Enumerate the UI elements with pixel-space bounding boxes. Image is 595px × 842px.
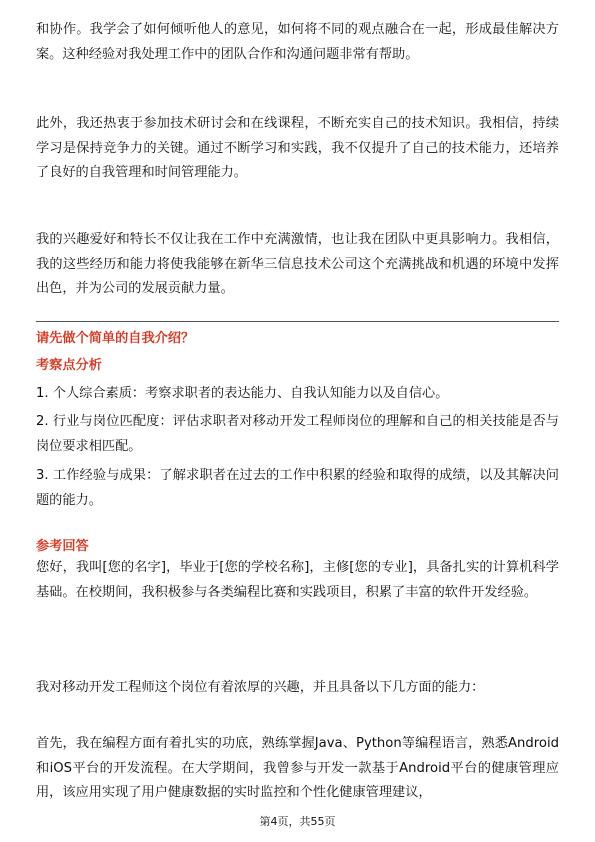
previous-answer-paragraph-1: 和协作。我学会了如何倾听他人的意见，如何将不同的观点融合在一起，形成最佳解决方案。这种经验对我处理工作中的团队合作和沟通问题非常有帮助。	[36, 22, 559, 62]
reference-paragraph-2: 我对移动开发工程师这个岗位有着浓厚的兴趣，并且具备以下几方面的能力：	[36, 680, 485, 695]
analysis-item-2: 2. 行业与岗位匹配度：评估求职者对移动开发工程师岗位的理解和自己的相关技能是否与岗位要求相匹配。	[36, 414, 559, 454]
reference-paragraph-1: 您好，我叫[您的名字]，毕业于[您的学校名称]，主修[您的专业]，具备扎实的计算机科学基础。在校期间，我积极参与各类编程比赛和实践项目，积累了丰富的软件开发经验。	[36, 560, 559, 600]
analysis-item-1: 1. 个人综合素质：考察求职者的表达能力、自我认知能力以及自信心。	[36, 386, 449, 401]
previous-answer-paragraph-2: 此外，我还热衷于参加技术研讨会和在线课程，不断充实自己的技术知识。我相信，持续学习是保持竞争力的关键。通过不断学习和实践，我不仅提升了自己的技术能力，还培养了良好的自我管理和时间管理能力。	[36, 116, 559, 180]
page-number: 第4页，共55页	[259, 815, 336, 828]
analysis-item-3: 3. 工作经验与成果：了解求职者在过去的工作中积累的经验和取得的成绩，以及其解决问题的能力。	[36, 468, 559, 508]
reference-paragraph-3: 首先，我在编程方面有着扎实的功底，熟练掌握Java、Python等编程语言，熟悉Android和iOS平台的开发流程。在大学期间，我曾参与开发一款基于Android平台的健康管理应用，该应用实现了用户健康数据的实时监控和个性化健康管理建议，	[36, 736, 559, 800]
question-title: 请先做个简单的自我介绍？	[36, 331, 195, 346]
section-divider	[36, 321, 559, 322]
analysis-heading: 考察点分析	[36, 358, 102, 373]
previous-answer-paragraph-3: 我的兴趣爱好和特长不仅让我在工作中充满激情，也让我在团队中更具影响力。我相信，我的这些经历和能力将使我能够在新华三信息技术公司这个充满挑战和机遇的环境中发挥出色，并为公司的发展贡献力量。	[36, 232, 559, 296]
reference-heading: 参考回答	[36, 539, 89, 554]
